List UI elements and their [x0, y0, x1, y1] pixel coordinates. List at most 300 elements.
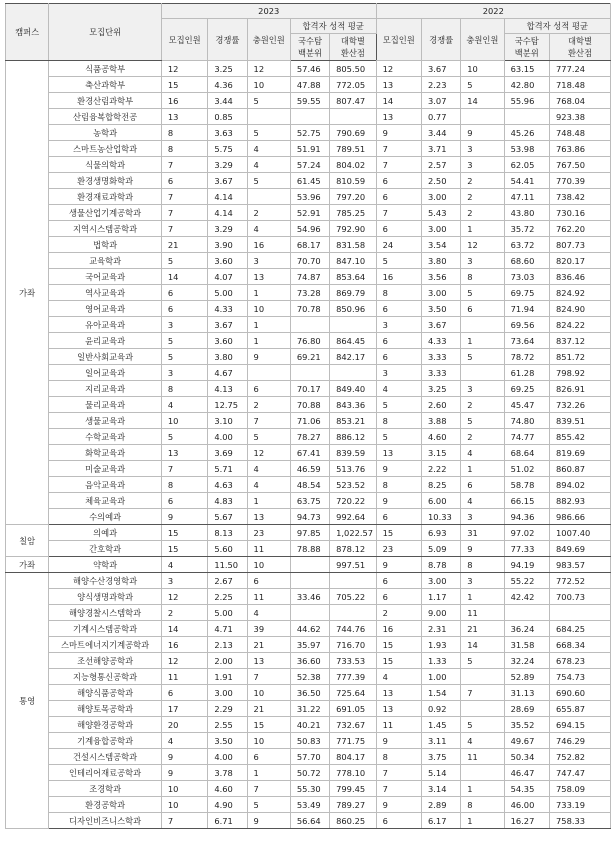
rate-cell: 3.44 — [422, 125, 461, 141]
extra-cell — [247, 365, 290, 381]
extra-cell: 12 — [247, 61, 290, 77]
rate-cell: 3.14 — [422, 781, 461, 797]
quota-cell: 12 — [376, 61, 421, 77]
converted-cell: 691.05 — [330, 701, 376, 717]
quota-cell: 6 — [161, 301, 207, 317]
rate-cell: 5.00 — [208, 605, 247, 621]
converted-cell: 705.22 — [330, 589, 376, 605]
percentile-cell: 59.55 — [290, 93, 329, 109]
table-row — [6, 525, 611, 541]
table-row — [6, 109, 611, 125]
percentile-cell: 69.75 — [504, 285, 549, 301]
extra-cell: 5 — [247, 797, 290, 813]
converted-cell: 678.23 — [550, 653, 611, 669]
percentile-cell: 36.60 — [290, 653, 329, 669]
unit-cell: 일반사회교육과 — [49, 349, 162, 365]
extra-cell — [461, 317, 504, 333]
percentile-cell: 54.96 — [290, 221, 329, 237]
table-row — [6, 157, 611, 173]
unit-cell: 조선해양공학과 — [49, 653, 162, 669]
table-row — [6, 749, 611, 765]
table-row — [6, 669, 611, 685]
rate-cell: 3.90 — [208, 237, 247, 253]
percentile-cell: 77.33 — [504, 541, 549, 557]
campus-cell: 가좌 — [6, 557, 49, 573]
unit-cell: 식품공학부 — [49, 61, 162, 77]
percentile-cell: 31.22 — [290, 701, 329, 717]
rate-cell: 3.50 — [208, 733, 247, 749]
extra-cell: 3 — [247, 253, 290, 269]
percentile-cell: 73.03 — [504, 269, 549, 285]
percentile-cell: 36.24 — [504, 621, 549, 637]
percentile-cell: 94.19 — [504, 557, 549, 573]
rate-cell: 5.09 — [422, 541, 461, 557]
extra-cell: 2 — [461, 429, 504, 445]
rate-cell: 5.14 — [422, 765, 461, 781]
rate-cell: 5.00 — [208, 285, 247, 301]
converted-cell: 733.53 — [330, 653, 376, 669]
quota-cell: 16 — [376, 269, 421, 285]
header-converted-2023 — [330, 34, 376, 61]
percentile-cell: 42.42 — [504, 589, 549, 605]
table-row — [6, 381, 611, 397]
converted-cell: 772.52 — [550, 573, 611, 589]
quota-cell: 3 — [161, 573, 207, 589]
quota-cell: 6 — [376, 509, 421, 525]
percentile-cell — [504, 109, 549, 125]
converted-cell: 804.17 — [330, 749, 376, 765]
percentile-cell: 57.46 — [290, 61, 329, 77]
percentile-cell: 68.17 — [290, 237, 329, 253]
quota-cell: 3 — [376, 365, 421, 381]
rate-cell: 1.33 — [422, 653, 461, 669]
converted-cell: 869.79 — [330, 285, 376, 301]
percentile-cell: 74.87 — [290, 269, 329, 285]
extra-cell: 1 — [461, 589, 504, 605]
quota-cell: 5 — [376, 429, 421, 445]
rate-cell: 4.90 — [208, 797, 247, 813]
unit-cell: 양식생명과학과 — [49, 589, 162, 605]
converted-cell: 690.60 — [550, 685, 611, 701]
header-year-2022: 2022 — [376, 4, 610, 19]
unit-cell: 영어교육과 — [49, 301, 162, 317]
percentile-cell: 69.56 — [504, 317, 549, 333]
rate-cell: 4.71 — [208, 621, 247, 637]
percentile-cell: 55.30 — [290, 781, 329, 797]
percentile-cell: 44.62 — [290, 621, 329, 637]
rate-cell: 1.91 — [208, 669, 247, 685]
rate-cell: 2.60 — [422, 397, 461, 413]
quota-cell: 7 — [376, 205, 421, 221]
rate-cell: 3.69 — [208, 445, 247, 461]
extra-cell: 11 — [247, 541, 290, 557]
table-row — [6, 285, 611, 301]
rate-cell: 3.78 — [208, 765, 247, 781]
quota-cell: 6 — [161, 285, 207, 301]
converted-cell: 716.70 — [330, 637, 376, 653]
unit-cell: 미술교육과 — [49, 461, 162, 477]
rate-cell: 2.22 — [422, 461, 461, 477]
extra-cell: 1 — [247, 333, 290, 349]
percentile-cell: 52.91 — [290, 205, 329, 221]
percentile-cell: 49.67 — [504, 733, 549, 749]
table-row — [6, 509, 611, 525]
rate-cell: 3.60 — [208, 333, 247, 349]
rate-cell: 2.25 — [208, 589, 247, 605]
quota-cell: 4 — [161, 557, 207, 573]
converted-cell: 767.50 — [550, 157, 611, 173]
quota-cell: 6 — [161, 493, 207, 509]
converted-cell: 730.16 — [550, 205, 611, 221]
percentile-cell: 33.46 — [290, 589, 329, 605]
unit-cell: 윤리교육과 — [49, 333, 162, 349]
table-row — [6, 221, 611, 237]
converted-cell: 824.22 — [550, 317, 611, 333]
extra-cell: 21 — [461, 621, 504, 637]
unit-cell: 국어교육과 — [49, 269, 162, 285]
unit-cell: 환경공학과 — [49, 797, 162, 813]
table-row — [6, 77, 611, 93]
converted-cell: 752.82 — [550, 749, 611, 765]
converted-cell: 744.76 — [330, 621, 376, 637]
extra-cell — [461, 669, 504, 685]
table-row — [6, 541, 611, 557]
table-row — [6, 205, 611, 221]
extra-cell: 3 — [461, 157, 504, 173]
quota-cell: 13 — [161, 445, 207, 461]
rate-cell: 2.89 — [422, 797, 461, 813]
extra-cell: 10 — [461, 61, 504, 77]
unit-cell: 체육교육과 — [49, 493, 162, 509]
rate-cell: 3.29 — [208, 157, 247, 173]
percentile-cell: 71.94 — [504, 301, 549, 317]
converted-cell: 720.22 — [330, 493, 376, 509]
rate-cell: 0.77 — [422, 109, 461, 125]
rate-cell: 3.07 — [422, 93, 461, 109]
percentile-cell — [290, 109, 329, 125]
converted-cell: 836.46 — [550, 269, 611, 285]
unit-cell: 법학과 — [49, 237, 162, 253]
unit-cell: 산림융복합학전공 — [49, 109, 162, 125]
quota-cell: 7 — [161, 813, 207, 829]
converted-cell: 754.73 — [550, 669, 611, 685]
table-row — [6, 141, 611, 157]
rate-cell: 4.14 — [208, 189, 247, 205]
table-row — [6, 413, 611, 429]
quota-cell: 9 — [161, 509, 207, 525]
table-row — [6, 125, 611, 141]
quota-cell: 7 — [161, 157, 207, 173]
converted-cell: 768.04 — [550, 93, 611, 109]
rate-cell: 2.57 — [422, 157, 461, 173]
quota-cell: 10 — [161, 413, 207, 429]
extra-cell: 4 — [461, 445, 504, 461]
unit-cell: 약학과 — [49, 557, 162, 573]
header-percentile-text: 국수탐 백분위 — [297, 36, 323, 58]
table-row — [6, 685, 611, 701]
rate-cell: 6.71 — [208, 813, 247, 829]
quota-cell: 23 — [376, 541, 421, 557]
extra-cell: 2 — [247, 397, 290, 413]
quota-cell: 10 — [161, 797, 207, 813]
table-row — [6, 605, 611, 621]
rate-cell: 11.50 — [208, 557, 247, 573]
extra-cell — [461, 365, 504, 381]
unit-cell: 해양토목공학과 — [49, 701, 162, 717]
rate-cell: 0.92 — [422, 701, 461, 717]
percentile-cell: 55.22 — [504, 573, 549, 589]
extra-cell: 9 — [247, 349, 290, 365]
quota-cell: 15 — [376, 653, 421, 669]
unit-cell: 환경재료과학과 — [49, 189, 162, 205]
converted-cell: 986.66 — [550, 509, 611, 525]
percentile-cell: 35.97 — [290, 637, 329, 653]
table-row — [6, 301, 611, 317]
quota-cell: 7 — [376, 141, 421, 157]
extra-cell: 2 — [247, 205, 290, 221]
rate-cell: 2.00 — [208, 653, 247, 669]
extra-cell: 7 — [247, 669, 290, 685]
extra-cell: 6 — [247, 381, 290, 397]
percentile-cell: 52.75 — [290, 125, 329, 141]
converted-cell: 860.87 — [550, 461, 611, 477]
extra-cell: 10 — [247, 301, 290, 317]
rate-cell: 1.93 — [422, 637, 461, 653]
percentile-cell: 57.70 — [290, 749, 329, 765]
quota-cell: 6 — [376, 301, 421, 317]
converted-cell: 792.90 — [330, 221, 376, 237]
percentile-cell: 53.49 — [290, 797, 329, 813]
unit-cell: 조경학과 — [49, 781, 162, 797]
percentile-cell: 31.58 — [504, 637, 549, 653]
quota-cell: 7 — [161, 221, 207, 237]
converted-cell: 855.42 — [550, 429, 611, 445]
percentile-cell: 54.35 — [504, 781, 549, 797]
extra-cell: 10 — [247, 77, 290, 93]
extra-cell: 10 — [247, 557, 290, 573]
percentile-cell: 53.96 — [290, 189, 329, 205]
campus-cell: 가좌 — [6, 61, 49, 525]
table-row — [6, 173, 611, 189]
converted-cell: 747.47 — [550, 765, 611, 781]
converted-cell: 513.76 — [330, 461, 376, 477]
table-row — [6, 797, 611, 813]
table-row — [6, 61, 611, 77]
table-body — [6, 61, 611, 829]
rate-cell: 3.71 — [422, 141, 461, 157]
unit-cell: 기계시스템공학과 — [49, 621, 162, 637]
percentile-cell: 68.60 — [504, 253, 549, 269]
quota-cell: 9 — [376, 797, 421, 813]
converted-cell: 718.48 — [550, 77, 611, 93]
extra-cell: 4 — [247, 157, 290, 173]
rate-cell: 4.13 — [208, 381, 247, 397]
converted-cell: 882.93 — [550, 493, 611, 509]
percentile-cell: 73.28 — [290, 285, 329, 301]
rate-cell: 3.00 — [422, 285, 461, 301]
rate-cell: 3.29 — [208, 221, 247, 237]
quota-cell: 2 — [376, 605, 421, 621]
unit-cell: 해양수산경영학과 — [49, 573, 162, 589]
rate-cell: 2.31 — [422, 621, 461, 637]
converted-cell: 886.12 — [330, 429, 376, 445]
unit-cell: 스마트농산업학과 — [49, 141, 162, 157]
extra-cell: 13 — [247, 509, 290, 525]
header-converted-text: 대학별 환산점 — [340, 36, 365, 58]
converted-cell: 853.21 — [330, 413, 376, 429]
header-percentile-2022 — [504, 34, 549, 61]
converted-cell: 732.67 — [330, 717, 376, 733]
quota-cell: 6 — [376, 589, 421, 605]
converted-cell: 847.10 — [330, 253, 376, 269]
quota-cell: 5 — [376, 397, 421, 413]
quota-cell: 24 — [376, 237, 421, 253]
rate-cell: 3.54 — [422, 237, 461, 253]
extra-cell: 13 — [247, 653, 290, 669]
quota-cell: 6 — [376, 573, 421, 589]
percentile-cell: 74.77 — [504, 429, 549, 445]
table-row — [6, 461, 611, 477]
extra-cell: 11 — [247, 589, 290, 605]
table-row — [6, 365, 611, 381]
extra-cell: 14 — [461, 637, 504, 653]
percentile-cell: 74.80 — [504, 413, 549, 429]
rate-cell: 0.85 — [208, 109, 247, 125]
extra-cell: 8 — [461, 557, 504, 573]
quota-cell: 15 — [376, 637, 421, 653]
extra-cell: 9 — [461, 125, 504, 141]
table-row — [6, 269, 611, 285]
table-row — [6, 557, 611, 573]
rate-cell: 8.13 — [208, 525, 247, 541]
percentile-cell: 45.26 — [504, 125, 549, 141]
header-year-2023: 2023 — [161, 4, 376, 19]
rate-cell: 5.71 — [208, 461, 247, 477]
unit-cell: 기계융합공학과 — [49, 733, 162, 749]
percentile-cell: 78.72 — [504, 349, 549, 365]
extra-cell — [247, 189, 290, 205]
unit-cell: 해양식품공학과 — [49, 685, 162, 701]
rate-cell: 3.44 — [208, 93, 247, 109]
converted-cell: 826.91 — [550, 381, 611, 397]
extra-cell: 21 — [247, 637, 290, 653]
quota-cell: 7 — [376, 781, 421, 797]
converted-cell: 778.10 — [330, 765, 376, 781]
extra-cell: 1 — [247, 285, 290, 301]
converted-cell: 668.34 — [550, 637, 611, 653]
rate-cell: 2.55 — [208, 717, 247, 733]
rate-cell: 4.07 — [208, 269, 247, 285]
percentile-cell — [290, 605, 329, 621]
percentile-cell: 36.50 — [290, 685, 329, 701]
unit-cell: 해양경찰시스템학과 — [49, 605, 162, 621]
quota-cell: 8 — [376, 413, 421, 429]
quota-cell: 13 — [161, 109, 207, 125]
rate-cell: 4.00 — [208, 429, 247, 445]
percentile-cell: 78.27 — [290, 429, 329, 445]
rate-cell: 3.75 — [422, 749, 461, 765]
unit-cell: 교육학과 — [49, 253, 162, 269]
quota-cell: 7 — [161, 205, 207, 221]
converted-cell: 824.92 — [550, 285, 611, 301]
converted-cell: 772.05 — [330, 77, 376, 93]
header-rate-2023: 경쟁률 — [208, 19, 247, 61]
table-row — [6, 573, 611, 589]
rate-cell: 4.00 — [208, 749, 247, 765]
header-quota-2023: 모집인원 — [161, 19, 207, 61]
quota-cell: 6 — [161, 685, 207, 701]
extra-cell — [247, 109, 290, 125]
quota-cell: 16 — [161, 93, 207, 109]
rate-cell: 3.80 — [422, 253, 461, 269]
percentile-cell: 53.98 — [504, 141, 549, 157]
converted-cell: 849.40 — [330, 381, 376, 397]
converted-cell: 799.45 — [330, 781, 376, 797]
extra-cell: 15 — [247, 717, 290, 733]
percentile-cell — [290, 365, 329, 381]
converted-cell: 1007.40 — [550, 525, 611, 541]
converted-cell: 824.90 — [550, 301, 611, 317]
percentile-cell: 63.72 — [504, 237, 549, 253]
extra-cell: 5 — [461, 717, 504, 733]
rate-cell: 3.15 — [422, 445, 461, 461]
extra-cell: 6 — [247, 749, 290, 765]
percentile-cell: 54.41 — [504, 173, 549, 189]
percentile-cell: 47.11 — [504, 189, 549, 205]
rate-cell: 1.54 — [422, 685, 461, 701]
extra-cell: 11 — [461, 605, 504, 621]
quota-cell: 13 — [376, 685, 421, 701]
extra-cell: 1 — [461, 781, 504, 797]
quota-cell: 7 — [161, 461, 207, 477]
extra-cell: 16 — [247, 237, 290, 253]
header-quota-2022: 모집인원 — [376, 19, 421, 61]
converted-cell: 1,022.57 — [330, 525, 376, 541]
extra-cell: 12 — [247, 445, 290, 461]
quota-cell: 13 — [376, 77, 421, 93]
percentile-cell — [290, 573, 329, 589]
extra-cell: 5 — [461, 77, 504, 93]
extra-cell: 9 — [247, 813, 290, 829]
quota-cell: 3 — [161, 317, 207, 333]
admission-results-table — [5, 3, 611, 829]
unit-cell: 환경산림과학부 — [49, 93, 162, 109]
percentile-cell: 97.85 — [290, 525, 329, 541]
unit-cell: 음악교육과 — [49, 477, 162, 493]
quota-cell: 7 — [376, 157, 421, 173]
converted-cell — [330, 605, 376, 621]
percentile-cell: 42.80 — [504, 77, 549, 93]
percentile-cell: 66.15 — [504, 493, 549, 509]
rate-cell: 6.93 — [422, 525, 461, 541]
extra-cell: 14 — [461, 93, 504, 109]
rate-cell: 4.83 — [208, 493, 247, 509]
quota-cell: 8 — [376, 285, 421, 301]
table-row — [6, 653, 611, 669]
rate-cell: 3.67 — [422, 317, 461, 333]
quota-cell: 4 — [376, 669, 421, 685]
rate-cell: 2.67 — [208, 573, 247, 589]
percentile-cell: 94.73 — [290, 509, 329, 525]
rate-cell: 4.33 — [208, 301, 247, 317]
extra-cell: 13 — [247, 269, 290, 285]
quota-cell: 4 — [161, 733, 207, 749]
percentile-cell — [290, 317, 329, 333]
unit-cell: 화학교육과 — [49, 445, 162, 461]
table-row — [6, 477, 611, 493]
unit-cell: 생물산업기계공학과 — [49, 205, 162, 221]
unit-cell: 수학교육과 — [49, 429, 162, 445]
